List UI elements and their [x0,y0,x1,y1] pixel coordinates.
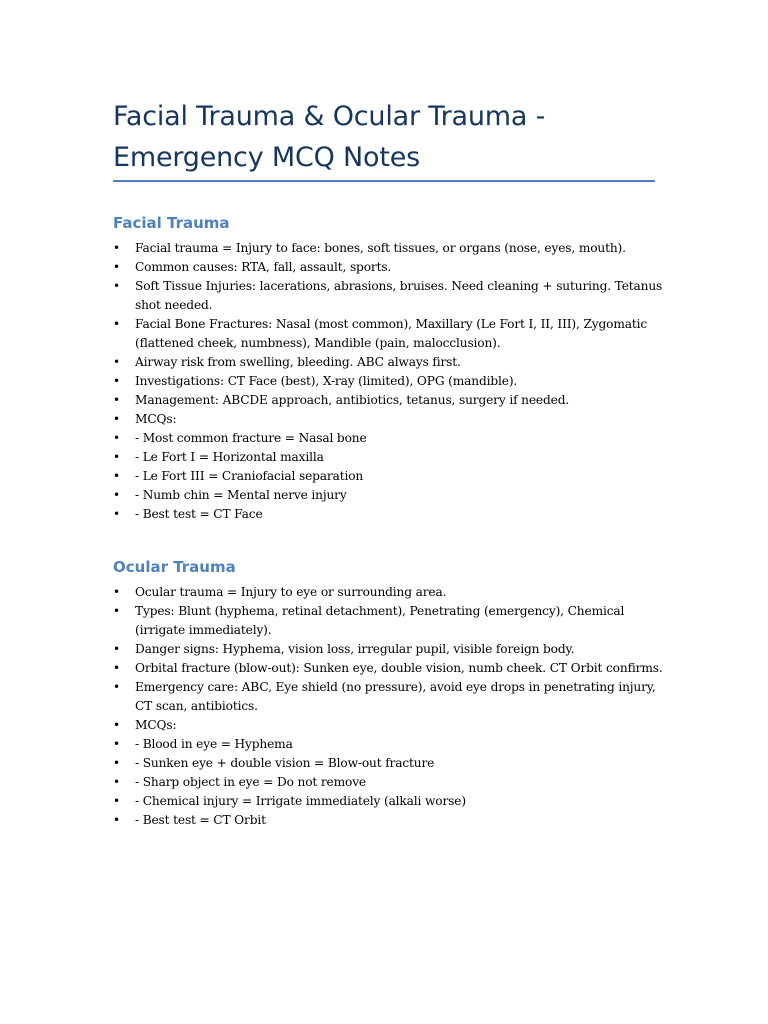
document-title: Facial Trauma & Ocular Trauma - Emergency MCQ Notes [113,101,546,173]
bullet-icon: • [113,260,120,274]
list-item [113,811,673,830]
bullet-icon: • [113,469,120,483]
list-item [113,372,673,391]
list-item-text: - Best test = CT Orbit [135,813,266,827]
bullet-icon: • [113,279,120,293]
bullet-list [113,583,673,830]
list-item-text: Management: ABCDE approach, antibiotics, tetanus, surgery if needed. [135,393,570,407]
list-item [113,429,673,448]
list-item-text: - Best test = CT Face [135,507,263,521]
section-ocular-trauma [113,556,673,830]
list-item [113,486,673,505]
title-underline-rule [113,180,655,182]
bullet-icon: • [113,680,120,694]
bullet-icon: • [113,488,120,502]
bullet-icon: • [113,450,120,464]
list-item [113,773,673,792]
bullet-icon: • [113,507,120,521]
section-facial-trauma [113,212,673,524]
section-heading: Ocular Trauma [113,558,236,576]
list-item [113,716,673,735]
list-item-text: - Most common fracture = Nasal bone [135,431,367,445]
bullet-icon: • [113,241,120,255]
list-item-text: Common causes: RTA, fall, assault, sports. [135,260,392,274]
list-item [113,467,673,486]
list-item-text: Airway risk from swelling, bleeding. ABC always first. [135,355,461,369]
bullet-list [113,239,673,524]
list-item [113,659,673,678]
section-heading: Facial Trauma [113,214,230,232]
list-item-text: Facial Bone Fractures: Nasal (most common), Maxillary (Le Fort I, II, III), Zygomatic (flattened cheek, numbness), Mandible (pain, malocclusion). [135,317,648,350]
bullet-icon: • [113,585,120,599]
list-item-text: - Chemical injury = Irrigate immediately (alkali worse) [135,794,466,808]
list-item-text: - Numb chin = Mental nerve injury [135,488,347,502]
bullet-icon: • [113,756,120,770]
list-item-text: MCQs: [135,412,177,426]
bullet-icon: • [113,317,120,331]
list-item [113,315,673,353]
bullet-icon: • [113,374,120,388]
list-item-text: Investigations: CT Face (best), X-ray (limited), OPG (mandible). [135,374,518,388]
list-item [113,735,673,754]
list-item [113,583,673,602]
bullet-icon: • [113,642,120,656]
bullet-icon: • [113,813,120,827]
list-item-text: Ocular trauma = Injury to eye or surrounding area. [135,585,447,599]
bullet-icon: • [113,604,120,618]
list-item-text: - Le Fort I = Horizontal maxilla [135,450,324,464]
list-item [113,678,673,716]
bullet-icon: • [113,718,120,732]
list-item [113,754,673,773]
list-item-text: - Sunken eye + double vision = Blow-out fracture [135,756,435,770]
list-item [113,391,673,410]
list-item-text: Types: Blunt (hyphema, retinal detachment), Penetrating (emergency), Chemical (irrigate immediately). [135,604,625,637]
bullet-icon: • [113,794,120,808]
list-item [113,602,673,640]
list-item [113,277,673,315]
list-item-text: - Blood in eye = Hyphema [135,737,293,751]
bullet-icon: • [113,661,120,675]
bullet-icon: • [113,431,120,445]
bullet-icon: • [113,355,120,369]
list-item-text: MCQs: [135,718,177,732]
bullet-icon: • [113,775,120,789]
list-item [113,640,673,659]
list-item-text: Soft Tissue Injuries: lacerations, abrasions, bruises. Need cleaning + suturing. Tetanus shot needed. [135,279,663,312]
list-item [113,505,673,524]
list-item [113,353,673,372]
bullet-icon: • [113,393,120,407]
list-item-text: Orbital fracture (blow-out): Sunken eye, double vision, numb cheek. CT Orbit confirms. [135,661,663,675]
list-item [113,410,673,429]
bullet-icon: • [113,737,120,751]
list-item [113,792,673,811]
bullet-icon: • [113,412,120,426]
list-item-text: Facial trauma = Injury to face: bones, soft tissues, or organs (nose, eyes, mouth). [135,241,626,255]
list-item [113,448,673,467]
list-item [113,258,673,277]
list-item-text: Emergency care: ABC, Eye shield (no pressure), avoid eye drops in penetrating injury, CT scan, antibiotics. [135,680,656,713]
list-item-text: Danger signs: Hyphema, vision loss, irregular pupil, visible foreign body. [135,642,575,656]
list-item-text: - Sharp object in eye = Do not remove [135,775,366,789]
list-item-text: - Le Fort III = Craniofacial separation [135,469,364,483]
list-item [113,239,673,258]
